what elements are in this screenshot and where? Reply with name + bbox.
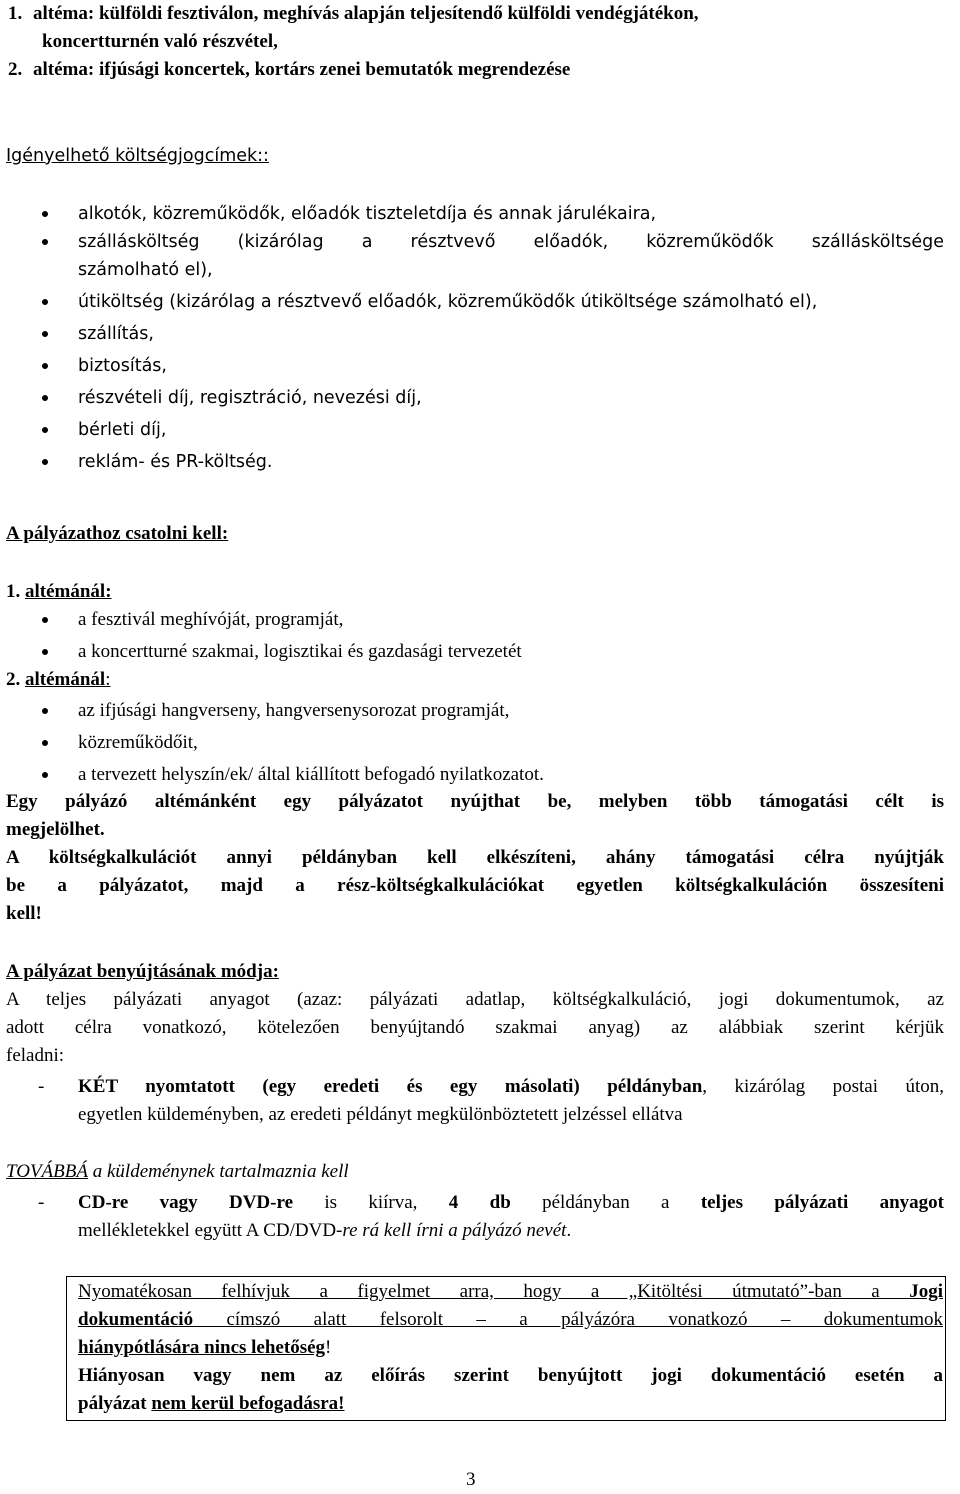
costs-heading: Igényelhető költségjogcímek:: <box>6 146 269 166</box>
bullet-icon <box>42 708 48 714</box>
list-item: biztosítás, <box>0 352 944 380</box>
subtopic-1-line2: koncertturnén való részvétel, <box>42 31 278 52</box>
list-item: szállásköltség (kizárólag a résztvevő előadók, közreműködők szállásköltsége <box>0 228 944 256</box>
bullet-icon <box>42 617 48 623</box>
page-number: 3 <box>466 1469 476 1490</box>
bullet-icon <box>42 772 48 778</box>
notice-line3: hiánypótlására nincs lehetőség! <box>78 1337 332 1358</box>
subtopic-1 <box>8 0 948 28</box>
subtopic-1-line1: altéma: külföldi fesztiválon, meghívás alapján teljesítendő külföldi vendégjátékon, <box>33 3 699 24</box>
dash-marker: - <box>38 1192 45 1213</box>
dash-item-1-line2: egyetlen küldeményben, az eredeti példányt megkülönböztetett jelzéssel ellátva <box>78 1104 683 1125</box>
list-item: részvételi díj, regisztráció, nevezési díj, <box>0 384 944 412</box>
notice-line5: pályázat nem kerül befogadásra! <box>78 1393 345 1414</box>
list-item: bérleti díj, <box>0 416 944 444</box>
bullet-icon <box>42 459 48 465</box>
list-item: alkotók, közreműködők, előadók tiszteletdíja és annak járulékaira, <box>0 200 944 228</box>
dash-item-2-line2: mellékletekkel együtt A CD/DVD-re rá kell írni a pályázó nevét. <box>78 1220 572 1241</box>
submit-heading: A pályázat benyújtásának módja: <box>6 961 279 982</box>
list-item: útiköltség (kizárólag a résztvevő előadók, közreműködők útiköltsége számolható el), <box>0 288 944 316</box>
notice-line4: Hiányosan vagy nem az előírás szerint benyújtott jogi dokumentáció esetén a <box>78 1365 943 1386</box>
subtopic-1-number: 1. <box>8 3 23 24</box>
submit-para-line3: feladni: <box>6 1045 65 1066</box>
list-item: szállítás, <box>0 320 944 348</box>
rule-two-line2: be a pályázatot, majd a rész-költségkalkulációkat egyetlen költségkalkuláción összesíteni <box>6 875 944 896</box>
list-item: közreműködőit, <box>0 729 944 757</box>
dash-item-2-line1: CD-re vagy DVD-re is kiírva, 4 db példányban a teljes pályázati anyagot <box>78 1192 944 1213</box>
list-item: reklám- és PR-költség. <box>0 448 944 476</box>
furthermore-line: TOVÁBBÁ a küldeménynek tartalmaznia kell <box>6 1161 349 1182</box>
dash-marker: - <box>38 1076 45 1097</box>
bullet-icon <box>42 299 48 305</box>
list-item: a tervezett helyszín/ek/ által kiállított befogadó nyilatkozatot. <box>0 761 944 789</box>
subtopic-1-attach-list <box>0 606 944 666</box>
bullet-icon <box>42 211 48 217</box>
bullet-icon <box>42 649 48 655</box>
subtopic-2-attach-list <box>0 697 944 789</box>
notice-line2: dokumentáció címszó alatt felsorolt – a pályázóra vonatkozó – dokumentumok <box>78 1309 943 1330</box>
bullet-icon <box>42 331 48 337</box>
notice-line1: Nyomatékosan felhívjuk a figyelmet arra, hogy a „Kitöltési útmutató”-ban a Jogi <box>78 1281 943 1302</box>
rule-two-line3: kell! <box>6 903 42 924</box>
list-item: a koncertturné szakmai, logisztikai és gazdasági tervezetét <box>0 638 944 666</box>
bullet-icon <box>42 239 48 245</box>
cost-list <box>0 200 944 476</box>
list-item-continuation: számolható el), <box>78 260 213 280</box>
submit-para-line1: A teljes pályázati anyagot (azaz: pályázati adatlap, költségkalkuláció, jogi dokumentumok, az <box>6 989 944 1010</box>
bullet-icon <box>42 395 48 401</box>
attach-heading: A pályázathoz csatolni kell: <box>6 523 229 544</box>
subtopic-2-text: altéma: ifjúsági koncertek, kortárs zenei bemutatók megrendezése <box>33 59 571 80</box>
subtopic-2-number: 2. <box>8 59 23 80</box>
dash-item-1-line1: KÉT nyomtatott (egy eredeti és egy másolati) példányban, kizárólag postai úton, <box>78 1076 944 1097</box>
bullet-icon <box>42 740 48 746</box>
subtopic-2 <box>8 56 570 84</box>
submit-para-line2: adott célra vonatkozó, kötelezően benyújtandó szakmai anyag) az alábbiak szerint kérjük <box>6 1017 944 1038</box>
list-item: az ifjúsági hangverseny, hangversenysorozat programját, <box>0 697 944 725</box>
list-item: a fesztivál meghívóját, programját, <box>0 606 944 634</box>
bullet-icon <box>42 427 48 433</box>
rule-one-line2: megjelölhet. <box>6 819 105 840</box>
bullet-icon <box>42 363 48 369</box>
subtopic-2-label: 2. altémánál: <box>6 669 111 690</box>
subtopic-1-label: 1. altémánál: <box>6 581 112 602</box>
rule-two-line1: A költségkalkulációt annyi példányban kell elkészíteni, ahány támogatási célra nyújtják <box>6 847 944 868</box>
rule-one-line1: Egy pályázó altémánként egy pályázatot nyújthat be, melyben több támogatási célt is <box>6 791 944 812</box>
